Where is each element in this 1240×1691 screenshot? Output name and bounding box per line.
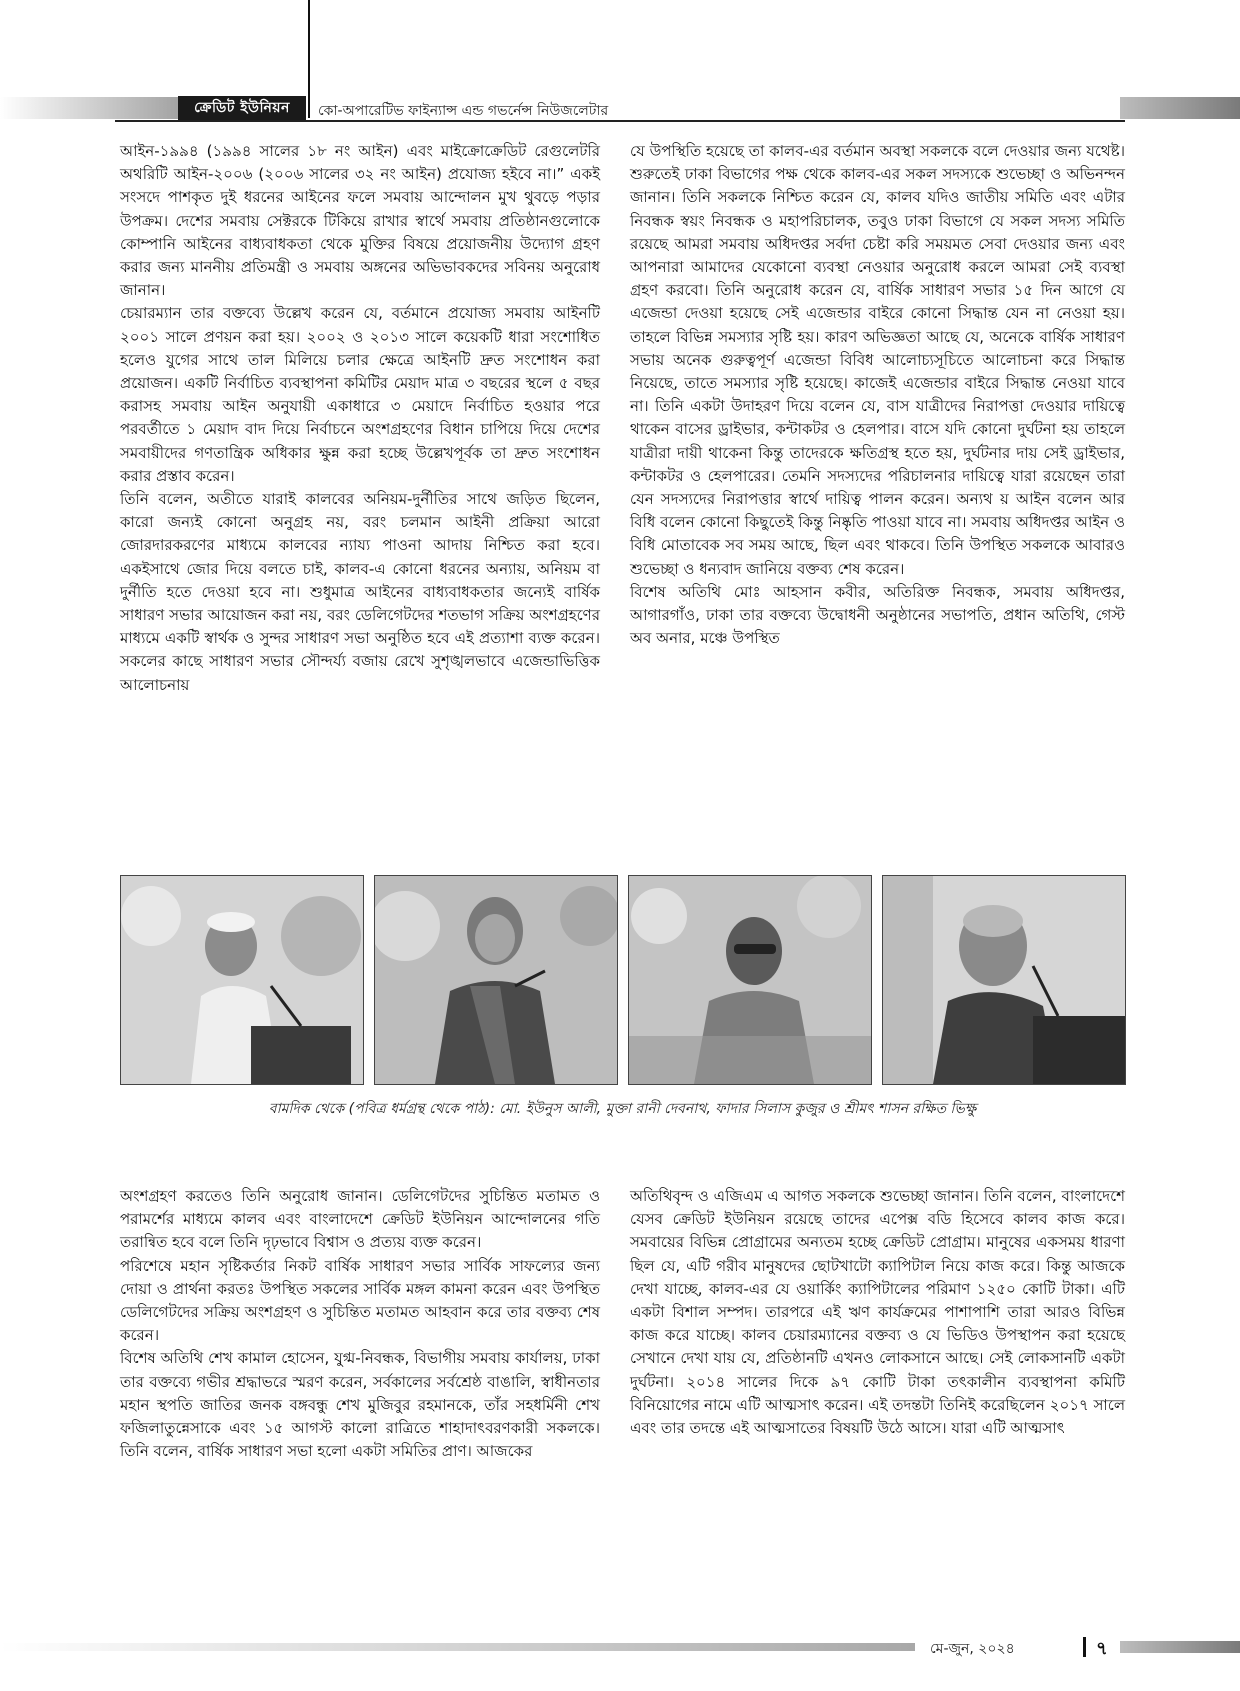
- paragraph: তিনি বলেন, অতীতে যারাই কালবের অনিয়ম-দুর্নীতির সাথে জড়িত ছিলেন, কারো জন্যই কোনো অনুগ্রহ নয়, বরং চলমান আইনী প্রক্রিয়া আরো জোরদারকরণের মাধ্যমে কালবের ন্যায্য পাওনা আদায় নিশ্চিত করা হবে। একইসাথে জোর দিয়ে বলতে চাই, কালব-এ কোনো ধরনের অন্যায়, অনিয়ম বা দুর্নীতি হতে দেওয়া হবে না। শুধুমাত্র আইনের বাধ্যবাধকতার জন্যেই বার্ষিক সাধারণ সভার আয়োজন করা নয়, বরং ডেলিগেটদের শতভাগ সক্রিয় অংশগ্রহণের মাধ্যমে একটি স্বার্থক ও সুন্দর সাধারণ সভা অনুষ্ঠিত হবে এই প্রত্যাশা ব্যক্ত করেন। সকলের কাছে সাধারণ সভার সৌন্দর্য্য বজায় রেখে সুশৃঙ্খলভাবে এজেন্ডাভিত্তিক আলোচনায়: [120, 490, 600, 694]
- newsletter-subtitle: কো-অপারেটিভ ফাইন্যান্স এন্ড গভর্নেন্স নিউজলেটার: [318, 103, 609, 119]
- footer-gradient-rule: [0, 1643, 915, 1651]
- header-rule: [115, 120, 1125, 122]
- footer-gradient-bar-right: [1120, 1641, 1240, 1653]
- photo-speaker-1: [120, 875, 364, 1085]
- page-number: ৭: [1096, 1638, 1108, 1659]
- paragraph: অংশগ্রহণ করতেও তিনি অনুরোধ জানান। ডেলিগেটদের সুচিন্তিত মতামত ও পরামর্শের মাধ্যমে কালব এবং বাংলাদেশে ক্রেডিট ইউনিয়ন আন্দোলনের গতি তরান্বিত হবে বলে তিনি দৃঢ়ভাবে বিশ্বাস ও প্রত্যয় ব্যক্ত করেন।: [120, 1187, 600, 1252]
- header-gradient-bar-right: [1120, 97, 1240, 119]
- paragraph: যে উপস্থিতি হয়েছে তা কালব-এর বর্তমান অবস্থা সকলকে বলে দেওয়ার জন্য যথেষ্ট। শুরুতেই ঢাকা বিভাগের পক্ষ থেকে কালব-এর সকল সদস্যকে শুভেচ্ছা ও অভিনন্দন জানান। তিনি সকলকে নিশ্চিত করেন যে, কালব যদিও জাতীয় সমিতি এবং এটার নিবন্ধক স্বয়ং নিবন্ধক ও মহাপরিচালক, তবুও ঢাকা বিভাগে যে সকল সদস্য সমিতি রয়েছে আমরা সমবায় অধিদপ্তর সর্বদা চেষ্টা করি সময়মত সেবা দেওয়ার জন্য এবং আপনারা আমাদের যেকোনো ব্যবস্থা নেওয়ার অনুরোধ করলে আমরা সেই ব্যবস্থা গ্রহণ করবো। তিনি অনুরোধ করেন যে, বার্ষিক সাধারণ সভার ১৫ দিন আগে যে এজেন্ডা দেওয়া হয়েছে সেই এজেন্ডার বাইরে কোনো সিদ্ধান্ত যেন না নেওয়া হয়। তাহলে বিভিন্ন সমস্যার সৃষ্টি হয়। কারণ অভিজ্ঞতা আছে যে, অনেকে বার্ষিক সাধারণ সভায় অনেক গুরুত্বপূর্ণ এজেন্ডা বিবিধ আলোচ্যসূচিতে আলোচনা করে সিদ্ধান্ত নিয়েছে, তাতে সমস্যার সৃষ্টি হয়েছে। কাজেই এজেন্ডার বাইরে সিদ্ধান্ত নেওয়া যাবে না। তিনি একটা উদাহরণ দিয়ে বলেন যে, বাস যাত্রীদের নিরাপত্তা দেওয়ার দায়িত্বে থাকেন বাসের ড্রাইভার, কন্টাকটর ও হেলপার। বাসে যদি কোনো দুর্ঘটনা হয় তাহলে যাত্রীরা দায়ী থাকেনা কিন্তু তাদেরকে ক্ষতিগ্রস্থ হতে হয়, দুর্ঘটনার দায় সেই ড্রাইভার, কন্টাকটর ও হেলপারের। তেমনি সদস্যদের পরিচালনার দায়িত্বে যারা রয়েছেন তারা যেন সদস্যদের নিরাপত্তার স্বার্থে দায়িত্ব পালন করেন। অন্যথ য় আইন বলেন আর বিধি বলেন কোনো কিছুতেই কিন্তু নিষ্কৃতি পাওয়া যাবে না। সমবায় অধিদপ্তর আইন ও বিধি মোতাবেক সব সময় আছে, ছিল এবং থাকবে। তিনি উপস্থিত সকলকে আবারও শুভেচ্ছা ও ধন্যবাদ জানিয়ে বক্তব্য শেষ করেন।: [630, 142, 1125, 578]
- article-column-bottom-left: [120, 1185, 600, 1463]
- header-vertical-rule: [308, 0, 310, 118]
- issue-date: মে-জুন, ২০২৪: [930, 1641, 1015, 1657]
- photo-speaker-4: [882, 875, 1126, 1085]
- paragraph: আইন-১৯৯৪ (১৯৯৪ সালের ১৮ নং আইন) এবং মাইক্রোক্রেডিট রেগুলেটরি অথরিটি আইন-২০০৬ (২০০৬ সালের ৩২ নং আইন) প্রযোজ্য হইবে না।” একই সংসদে পাশকৃত দুই ধরনের আইনের ফলে সমবায় আন্দোলন মুখ থুবড়ে পড়ার উপক্রম। দেশের সমবায় সেক্টরকে টিকিয়ে রাখার স্বার্থে সমবায় প্রতিষ্ঠানগুলোকে কোম্পানি আইনের বাধ্যবাধকতা থেকে মুক্তির বিষয়ে প্রয়োজনীয় উদ্যোগ গ্রহণ করার জন্য মাননীয় প্রতিমন্ত্রী ও সমবায় অঙ্গনের অভিভাবকদের সবিনয় অনুরোধ জানান।: [120, 142, 600, 300]
- header-gradient-bar-left: [0, 97, 196, 119]
- footer-separator: [1083, 1637, 1086, 1657]
- photo-speaker-3: [628, 875, 872, 1085]
- newsletter-logo: ক্রেডিট ইউনিয়ন: [178, 96, 306, 120]
- paragraph: পরিশেষে মহান সৃষ্টিকর্তার নিকট বার্ষিক সাধারণ সভার সার্বিক সাফল্যের জন্য দোয়া ও প্রার্থনা করতঃ উপস্থিত সকলের সার্বিক মঙ্গল কামনা করেন এবং উপস্থিত ডেলিগেটদের সক্রিয় অংশগ্রহণ ও সুচিন্তিত মতামত আহবান করে তার বক্তব্য শেষ করেন।: [120, 1256, 600, 1345]
- article-column-top-right: [630, 140, 1125, 650]
- paragraph: অতিথিবৃন্দ ও এজিএম এ আগত সকলকে শুভেচ্ছা জানান। তিনি বলেন, বাংলাদেশে যেসব ক্রেডিট ইউনিয়ন রয়েছে তাদের এপেক্স বডি হিসেবে কালব কাজ করে। সমবায়ের বিভিন্ন প্রোগ্রামের অন্যতম হচ্ছে ক্রেডিট প্রোগ্রাম। মানুষের একসময় ধারণা ছিল যে, এটি গরীব মানুষদের ছোটখাটো ক্যাপিটাল নিয়ে কাজ করে। কিন্তু আজকে দেখা যাচ্ছে, কালব-এর যে ওয়ার্কিং ক্যাপিটালের পরিমাণ ১২৫০ কোটি টাকা। এটি একটা বিশাল সম্পদ। তারপরে এই ঋণ কার্যক্রমের পাশাপাশি তারা আরও বিভিন্ন কাজ করে যাচ্ছে। কালব চেয়ারম্যানের বক্তব্য ও যে ভিডিও উপস্থাপন করা হয়েছে সেখানে দেখা যায় যে, প্রতিষ্ঠানটি এখনও লোকসানে আছে। সেই লোকসানটি একটা দুর্ঘটনা। ২০১৪ সালের দিকে ৯৭ কোটি টাকা তৎকালীন ব্যবস্থাপনা কমিটি বিনিয়োগের নামে এটি আত্মসাৎ করেন। এই তদন্তটা তিনিই করেছিলেন ২০১৭ সালে এবং তার তদন্তে এই আত্মসাতের বিষয়টি উঠে আসে। যারা এটি আত্মসাৎ: [630, 1187, 1125, 1438]
- paragraph: চেয়ারম্যান তার বক্তব্যে উল্লেখ করেন যে, বর্তমানে প্রযোজ্য সমবায় আইনটি ২০০১ সালে প্রণয়ন করা হয়। ২০০২ ও ২০১৩ সালে কয়েকটি ধারা সংশোধিত হলেও যুগের সাথে তাল মিলিয়ে চলার ক্ষেত্রে আইনটি দ্রুত সংশোধন করা প্রয়োজন। একটি নির্বাচিত ব্যবস্থাপনা কমিটির মেয়াদ মাত্র ৩ বছরের স্থলে ৫ বছর করাসহ সমবায় আইন অনুযায়ী একাধারে ৩ মেয়াদে নির্বাচিত হওয়ার পরে পরবর্তীতে ১ মেয়াদ বাদ দিয়ে নির্বাচনে অংশগ্রহণের বিধান চাপিয়ে দিয়ে দেশের সমবায়ীদের গণতান্ত্রিক অধিকার ক্ষুন্ন করা হচ্ছে উল্লেখপূর্বক তা দ্রুত সংশোধন করার প্রস্তাব করেন।: [120, 304, 600, 485]
- photo-speaker-2: [374, 875, 618, 1085]
- paragraph: বিশেষ অতিথি মোঃ আহসান কবীর, অতিরিক্ত নিবন্ধক, সমবায় অধিদপ্তর, আগারগাঁও, ঢাকা তার বক্তব্যে উদ্বোধনী অনুষ্ঠানের সভাপতি, প্রধান অতিথি, গেস্ট অব অনার, মঞ্চে উপস্থিত: [630, 582, 1125, 648]
- photo-caption: বামদিক থেকে (পবিত্র ধর্মগ্রন্থ থেকে পাঠ): মো. ইউনুস আলী, মুক্তা রানী দেবনাথ, ফাদার সিলাস কুজুর ও শ্রীমৎ শাসন রক্ষিত ভিক্ষু: [268, 1101, 977, 1117]
- article-column-bottom-right: [630, 1185, 1125, 1440]
- article-column-top-left: [120, 140, 600, 697]
- paragraph: বিশেষ অতিথি শেখ কামাল হোসেন, যুগ্ম-নিবন্ধক, বিভাগীয় সমবায় কার্যালয়, ঢাকা তার বক্তব্যে গভীর শ্রদ্ধাভরে স্মরণ করেন, সর্বকালের সর্বশ্রেষ্ঠ বাঙালি, স্বাধীনতার মহান স্থপতি জাতির জনক বঙ্গবন্ধু শেখ মুজিবুর রহমানকে, তাঁর সহধর্মিনী শেখ ফজিলাতুন্নেসাকে এবং ১৫ আগস্ট কালো রাত্রিতে শাহাদাৎবরণকারী সকলকে। তিনি বলেন, বার্ষিক সাধারণ সভা হলো একটা সমিতির প্রাণ। আজকের: [120, 1349, 600, 1461]
